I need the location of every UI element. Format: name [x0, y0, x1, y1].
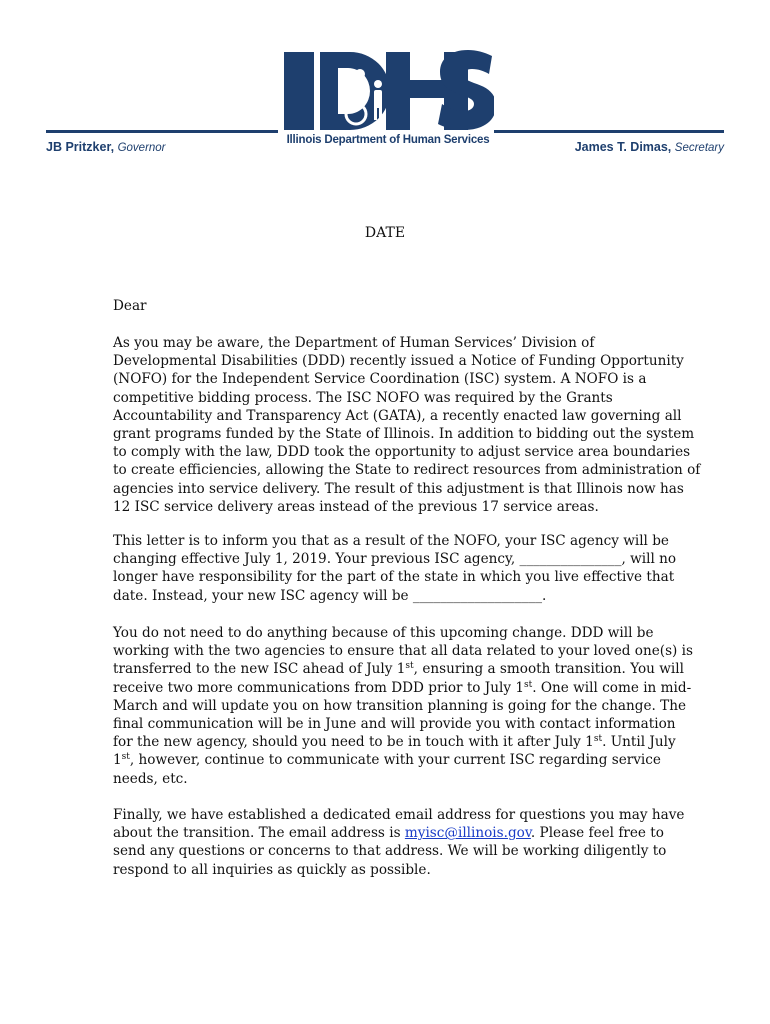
text-line: (NOFO) for the Independent Service Coordination (ISC) system. A NOFO is a — [113, 371, 647, 388]
text-line: date. Instead, your new ISC agency will be ___________________. — [113, 587, 547, 604]
governor-name: JB Pritzker, — [46, 140, 115, 154]
text-line: longer have responsibility for the part of the state in which you live effective that — [113, 569, 675, 586]
ordinal-suffix: st — [524, 679, 533, 690]
text-line: Developmental Disabilities (DDD) recently issued a Notice of Funding Opportunity — [113, 353, 684, 370]
text-line: agencies into service delivery. The result of this adjustment is that Illinois now has — [113, 480, 684, 497]
text-line: about the transition. The email address is myisc@illinois.gov. Please feel free to — [113, 825, 664, 842]
salutation: Dear — [113, 298, 147, 314]
text-line: This letter is to inform you that as a result of the NOFO, your ISC agency will be — [113, 533, 669, 549]
text-line: grant programs funded by the State of Illinois. In addition to bidding out the system — [113, 426, 695, 443]
header-rule-right — [494, 130, 724, 133]
text-line: working with the two agencies to ensure that all data related to your loved one(s) is — [113, 643, 694, 660]
text-line: changing effective July 1, 2019. Your previous ISC agency, _______________, will no — [113, 551, 677, 568]
text-line: to create efficiencies, allowing the State to redirect resources from administration of — [113, 462, 701, 479]
secretary-title: Secretary — [674, 142, 724, 154]
header-rule-left — [46, 130, 278, 133]
idhs-logo-mark — [282, 50, 494, 134]
paragraph-agency-change — [113, 532, 677, 605]
text-line: competitive bidding process. The ISC NOFO was required by the Grants — [113, 389, 613, 406]
text-line: final communication will be in June and will provide you with contact information — [113, 716, 676, 733]
date-placeholder: DATE — [364, 225, 406, 241]
text-line: respond to all inquiries as quickly as possible. — [113, 861, 431, 878]
ordinal-suffix: st — [121, 752, 130, 763]
text-line: You do not need to do anything because of this upcoming change. DDD will be — [113, 625, 654, 641]
text-line: As you may be aware, the Department of Human Services’ Division of — [113, 335, 595, 351]
text-line: 1st, however, continue to communicate with your current ISC regarding service — [113, 752, 661, 769]
secretary-line — [575, 140, 724, 154]
text-line: needs, etc. — [113, 770, 188, 787]
department-name: Illinois Department of Human Services — [286, 134, 490, 146]
secretary-name: James T. Dimas, — [574, 140, 672, 154]
paragraph-next-steps — [113, 624, 694, 788]
text-line: for the new agency, should you need to be in touch with it after July 1st. Until July — [113, 734, 676, 751]
email-link[interactable]: myisc@illinois.gov — [404, 825, 531, 842]
paragraph-intro — [113, 334, 701, 516]
text-line: receive two more communications from DDD prior to July 1st. One will come in mid- — [113, 679, 692, 696]
text-line: Accountability and Transparency Act (GATA), a recently enacted law governing all — [113, 407, 682, 424]
text-line: to comply with the law, DDD took the opportunity to adjust service area boundaries — [113, 444, 691, 461]
ordinal-suffix: st — [405, 661, 414, 672]
governor-line — [46, 140, 166, 154]
idhs-logo — [282, 50, 494, 150]
paragraph-contact — [113, 806, 685, 879]
text-line: send any questions or concerns to that address. We will be working diligently to — [113, 843, 667, 860]
text-line: transferred to the new ISC ahead of July 1st, ensuring a smooth transition. You will — [113, 661, 684, 678]
governor-title: Governor — [117, 142, 166, 154]
text-line: Finally, we have established a dedicated email address for questions you may have — [113, 807, 685, 823]
text-line: 12 ISC service delivery areas instead of the previous 17 service areas. — [113, 498, 599, 515]
ordinal-suffix: st — [593, 734, 603, 745]
text-line: March and will update you on how transition planning is going for the change. The — [113, 697, 687, 714]
